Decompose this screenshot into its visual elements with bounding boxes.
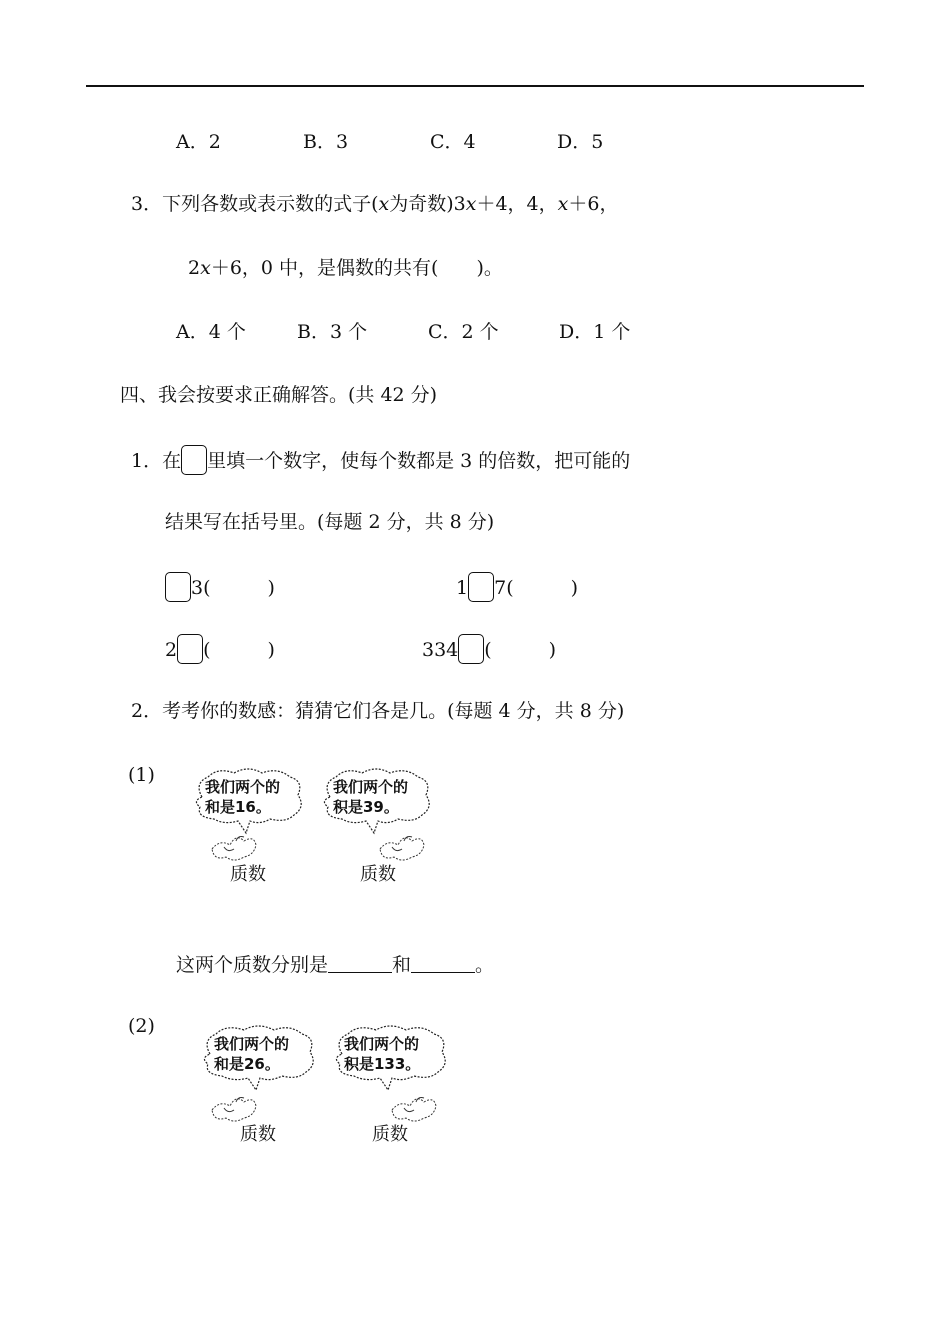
- bubble-text: 我们两个的: [344, 1035, 420, 1053]
- answer-text: 。: [475, 954, 495, 976]
- prime-label: 质数: [372, 1124, 408, 1145]
- fill-item-3: [165, 634, 275, 664]
- var-x: x: [378, 193, 390, 215]
- q3-option-a[interactable]: A．4 个: [176, 321, 246, 343]
- digit-input-box[interactable]: [165, 572, 191, 602]
- p2-text: 考考你的数感：猜猜它们各是几。(每题 4 分，共 8 分): [162, 700, 625, 722]
- problem-1-line1: [131, 445, 630, 475]
- item-digits: 7: [494, 577, 507, 599]
- q3-option-c[interactable]: C．2 个: [428, 321, 499, 343]
- fill-item-4: [422, 634, 556, 664]
- option-a[interactable]: A．2: [176, 131, 221, 153]
- answer-line: [176, 953, 494, 977]
- answer-blank[interactable]: [328, 954, 392, 973]
- digit-box: [181, 445, 207, 475]
- digit-input-box[interactable]: [458, 634, 484, 664]
- section-title: 四、我会按要求正确解答。(共 42 分): [120, 384, 438, 406]
- problem-number: 1．: [131, 450, 163, 472]
- bubble-text: 积是39。: [333, 798, 399, 816]
- answer-text: 和: [392, 954, 412, 976]
- sub-label-2: (2): [128, 1015, 155, 1037]
- bubble-text: 积是133。: [344, 1055, 421, 1073]
- question-number: 3．: [131, 193, 163, 215]
- item-digits: 334: [422, 639, 459, 661]
- digit-input-box[interactable]: [177, 634, 203, 664]
- answer-text: 这两个质数分别是: [176, 954, 329, 976]
- sub-label-1: (1): [128, 764, 155, 786]
- q3-option-b[interactable]: B．3 个: [297, 321, 368, 343]
- thought-bubble: [330, 1022, 455, 1144]
- answer-parens[interactable]: ( ): [506, 577, 579, 599]
- prime-label: 质数: [360, 864, 396, 885]
- bubble-text: 我们两个的: [205, 778, 281, 796]
- item-digits: 2: [165, 639, 178, 661]
- q3-text: 下列各数或表示数的式子(: [162, 193, 379, 215]
- answer-parens[interactable]: ( ): [203, 639, 275, 661]
- fill-item-2: [456, 572, 578, 602]
- option-b[interactable]: B．3: [303, 131, 349, 153]
- answer-parens[interactable]: ( ): [203, 577, 275, 599]
- problem-1-line2: 结果写在括号里。(每题 2 分，共 8 分): [165, 511, 495, 533]
- thought-bubble: [318, 765, 438, 885]
- var-x: x: [557, 193, 569, 215]
- option-c[interactable]: C．4: [430, 131, 476, 153]
- prime-label: 质数: [240, 1124, 276, 1145]
- item-digits: 1: [456, 577, 469, 599]
- p1-text: 在: [162, 450, 182, 472]
- option-d[interactable]: D．5: [557, 131, 604, 153]
- digit-input-box[interactable]: [468, 572, 494, 602]
- bubble-text: 我们两个的: [333, 778, 409, 796]
- item-digits: 3: [191, 577, 204, 599]
- thought-bubble: [190, 765, 310, 885]
- thought-bubble: [198, 1022, 323, 1144]
- p1-text: 里填一个数字，使每个数都是 3 的倍数，把可能的: [207, 450, 631, 472]
- var-x: x: [465, 193, 477, 215]
- prime-label: 质数: [230, 864, 266, 885]
- question-3-line1: [131, 192, 618, 216]
- top-rule: [86, 85, 864, 87]
- bubble-text: 我们两个的: [214, 1035, 290, 1053]
- q3-text: 2: [188, 257, 201, 279]
- bubble-text: 和是26。: [214, 1055, 280, 1073]
- var-x: x: [200, 257, 211, 279]
- problem-number: 2．: [131, 700, 163, 722]
- problem-2-line: [131, 699, 624, 723]
- answer-blank[interactable]: [411, 954, 475, 973]
- q3-text: 为奇数)3: [389, 193, 466, 215]
- fill-item-1: [165, 572, 275, 602]
- q3-text: ＋6，0 中，是偶数的共有( )。: [210, 257, 503, 279]
- q3-text: ＋4，4，: [476, 193, 558, 215]
- q3-text: ＋6，: [568, 193, 619, 215]
- bubble-text: 和是16。: [205, 798, 271, 816]
- question-3-line2: [188, 256, 503, 280]
- q3-option-d[interactable]: D．1 个: [559, 321, 631, 343]
- answer-parens[interactable]: ( ): [484, 639, 557, 661]
